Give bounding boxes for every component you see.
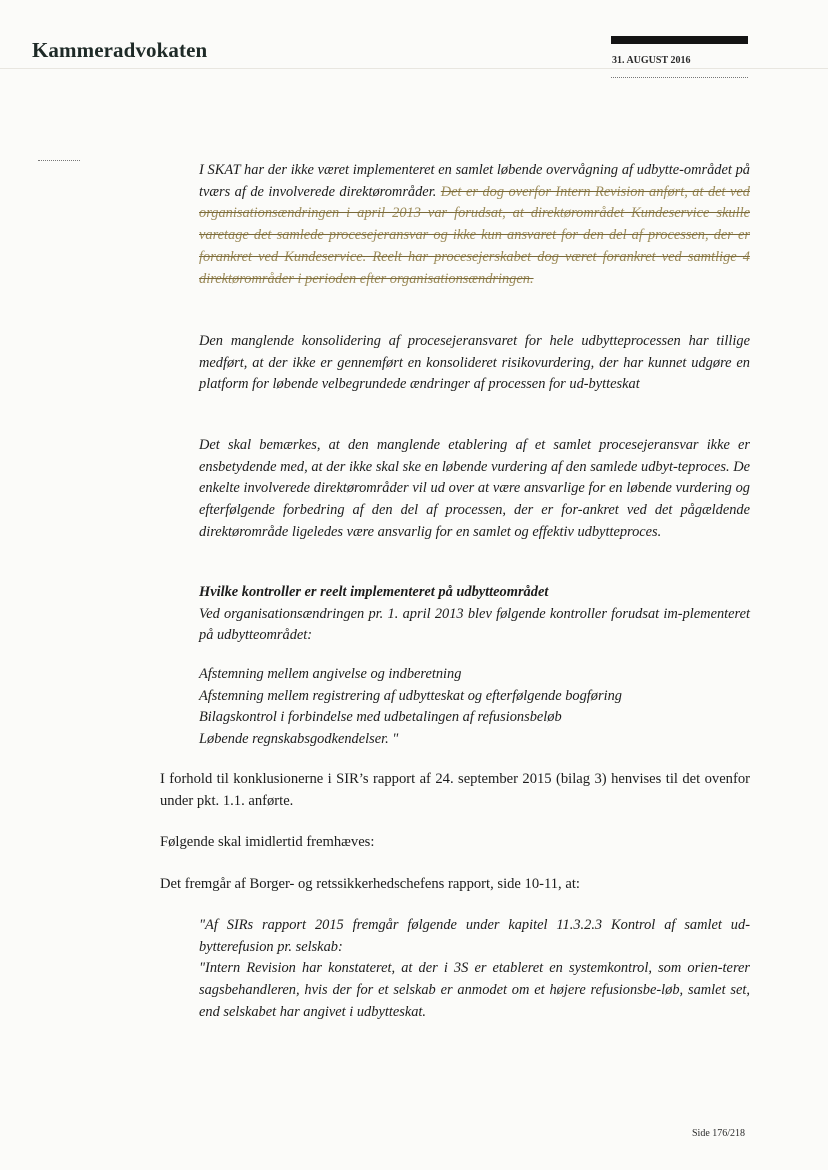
quote-line: "Af SIRs rapport 2015 fremgår følgende under kapitel 11.3.2.3 Kontrol af samlet ud-bytterefusion pr. selskab:: [199, 917, 750, 955]
list-item: Løbende regnskabsgodkendelser. ": [199, 731, 399, 748]
document-date: 31. AUGUST 2016: [612, 55, 691, 66]
quote-paragraph-2: Den manglende konsolidering af procesejeransvaret for hele udbytteprocessen har tillige medført, at der ikke er gennemført en konsolideret risikovurdering, der har kunnet udgøre en platform for løbende velbegrundede ændringer af processen for ud-bytteskat: [199, 333, 750, 393]
section-heading: Hvilke kontroller er reelt implementeret på udbytteområdet: [199, 584, 549, 600]
quote-paragraph-1: [199, 160, 750, 290]
quote-line: "Intern Revision har konstateret, at der i 3S er etableret en systemkontrol, som orien-terer sagsbehandleren, hvis der for et selskab er anmodet om et højere refusionsbe-løb, samlet set, end selskabet har angivet i udbytteskat.: [199, 960, 750, 1020]
section-text: Ved organisationsændringen pr. 1. april 2013 blev følgende kontroller forudsat im-plementeret på udbytteområdet:: [199, 605, 750, 644]
firm-logo: Kammeradvokaten: [32, 38, 208, 62]
margin-mark: [38, 160, 80, 161]
controls-list: [199, 664, 750, 751]
body-paragraph-3: Det fremgår af Borger- og retssikkerhedschefens rapport, side 10-11, at:: [160, 876, 580, 892]
quote-paragraph-3: Det skal bemærkes, at den manglende etablering af et samlet procesejeransvar ikke er ensbetydende med, at der ikke skal ske en løbende vurdering af den samlede udbyt-teproces. De enkelte involverede direktørområder vil ud over at være ansvarlige for en løbende vurdering og efterfølgende forbedring af den del af processen, der er for-ankret ved det pågældende direktørområde ligeledes være ansvarlig for en samlet og effektiv udbytteproces.: [199, 437, 750, 540]
quote-text: I SKAT har der ikke været implementeret en samlet løbende overvågning af udbytte-området på tværs af de involverede direktørområder.: [199, 162, 750, 200]
page-number: Side 176/218: [692, 1128, 746, 1139]
quote-paragraph-4: [199, 582, 750, 647]
body-paragraph-2: Følgende skal imidlertid fremhæves:: [160, 834, 375, 850]
list-item: Afstemning mellem angivelse og indberetning: [199, 666, 462, 682]
list-item: Afstemning mellem registrering af udbytteskat og efterfølgende bogføring: [199, 687, 622, 704]
list-item: Bilagskontrol i forbindelse med udbetalingen af refusionsbeløb: [199, 709, 562, 726]
body-paragraph-1: I forhold til konklusionerne i SIR’s rapport af 24. september 2015 (bilag 3) henvises til det ovenfor under pkt. 1.1. anførte.: [160, 771, 750, 809]
date-divider: [611, 77, 748, 78]
header-bar: [611, 36, 748, 44]
quote-paragraph-5: [199, 915, 750, 1024]
header-divider: [0, 68, 828, 69]
struck-text: Det er dog overfor Intern Revision anført, at det ved organisationsændringen i april 2013 var forudsat, at direktørområdet Kundeservice skulle varetage det samlede procesejeransvar og ikke kun ansvaret for den del af processen, der er forankret ved Kundeservice. Reelt har procesejerskabet dog været forankret ved samtlige 4 direktørområder i perioden efter organisationsændringen.: [199, 183, 750, 287]
